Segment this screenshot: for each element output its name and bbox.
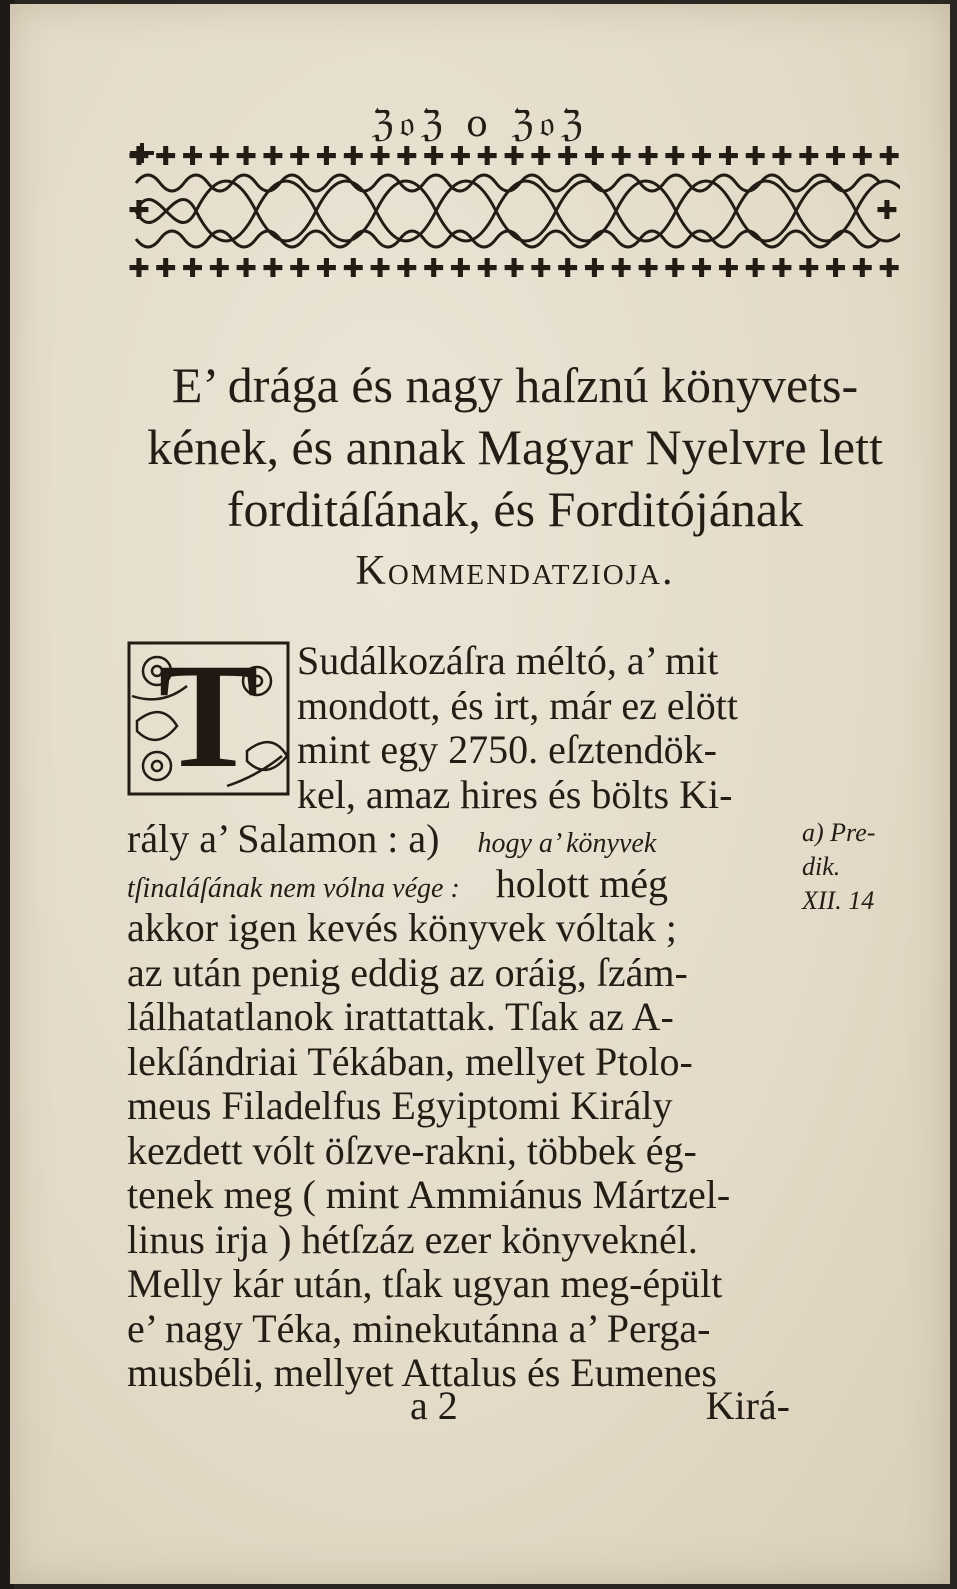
text-line: Sudálkozáſra méltó, a’ mit [297,638,719,683]
text-line: meus Filadelfus Egyiptomi Király [127,1083,673,1128]
italic-quote: hogy a’ könyvek [477,828,657,859]
body-paragraph [127,633,797,1396]
text-line: kel, amaz hires és bölts Ki- [297,771,733,817]
italic-quote: tſinaláſának nem vólna vége : [127,872,460,904]
page-footer [410,1382,790,1432]
svg-text:✚✚✚✚✚✚✚✚✚✚✚✚✚✚✚✚✚✚✚✚✚✚✚✚✚✚✚✚✚: ✚✚✚✚✚✚✚✚✚✚✚✚✚✚✚✚✚✚✚✚✚✚✚✚✚✚✚✚✚ [128,254,900,281]
svg-text:✚: ✚ [876,196,898,226]
text-line: musbéli, mellyet Attalus és Eumenes [127,1350,717,1395]
text-line: kezdett vólt öſzve-rakni, többek ég- [127,1127,697,1173]
signature-mark: a 2 [410,1383,458,1428]
text-line: Melly kár után, tſak ugyan meg-épült [127,1261,723,1306]
svg-text:✚✚✚✚✚✚✚✚✚✚✚✚✚✚✚✚✚✚✚✚✚✚✚✚✚✚✚✚✚: ✚✚✚✚✚✚✚✚✚✚✚✚✚✚✚✚✚✚✚✚✚✚✚✚✚✚✚✚✚ [128,142,900,172]
catchword: Kirá- [705,1383,790,1428]
book-page [10,4,950,1584]
text-line: linus irja ) hétſzáz ezer könyveknél. [127,1216,698,1262]
heading-smallcaps-line: Kommendatzioja. [355,548,675,594]
text-line: mondott, és irt, már ez elött [297,682,738,728]
text-line: az után penig eddig az oráig, ſzám- [127,949,688,995]
margin-note-line: a) Pre- [802,818,876,847]
margin-note [802,816,912,918]
section-heading [125,354,905,602]
text-line: lálhatatlanok irattattak. Tſak az A- [127,994,674,1039]
text-segment: rály a’ Salamon : a) [127,816,440,861]
text-segment: holott még [495,860,669,906]
running-head-ornament: ℨ𝔬ℨ o ℨ𝔬ℨ [371,104,589,145]
text-line: akkor igen kevés könyvek vóltak ; [127,905,677,950]
heading-line: kének, és annak Magyar Nyelvre lett [147,419,883,475]
dropcap-letter: T [158,633,259,799]
text-line [127,817,797,862]
decorative-border-ornament [128,141,900,281]
margin-note-line: XII. 14 [802,886,875,915]
text-line: tenek meg ( mint Ammiánus Mártzel- [127,1172,731,1217]
margin-note-line: dik. [802,852,841,881]
heading-line: E’ drága és nagy haſznú könyvets- [171,357,859,413]
heading-line: forditáſának, és Forditójának [226,481,804,537]
svg-text:✚: ✚ [128,196,150,226]
text-line: lekſándriai Tékában, mellyet Ptolo- [127,1038,693,1084]
text-line: e’ nagy Téka, minekutánna a’ Perga- [127,1305,711,1351]
text-line: mint egy 2750. eſztendök- [297,727,717,772]
text-line [127,862,797,907]
